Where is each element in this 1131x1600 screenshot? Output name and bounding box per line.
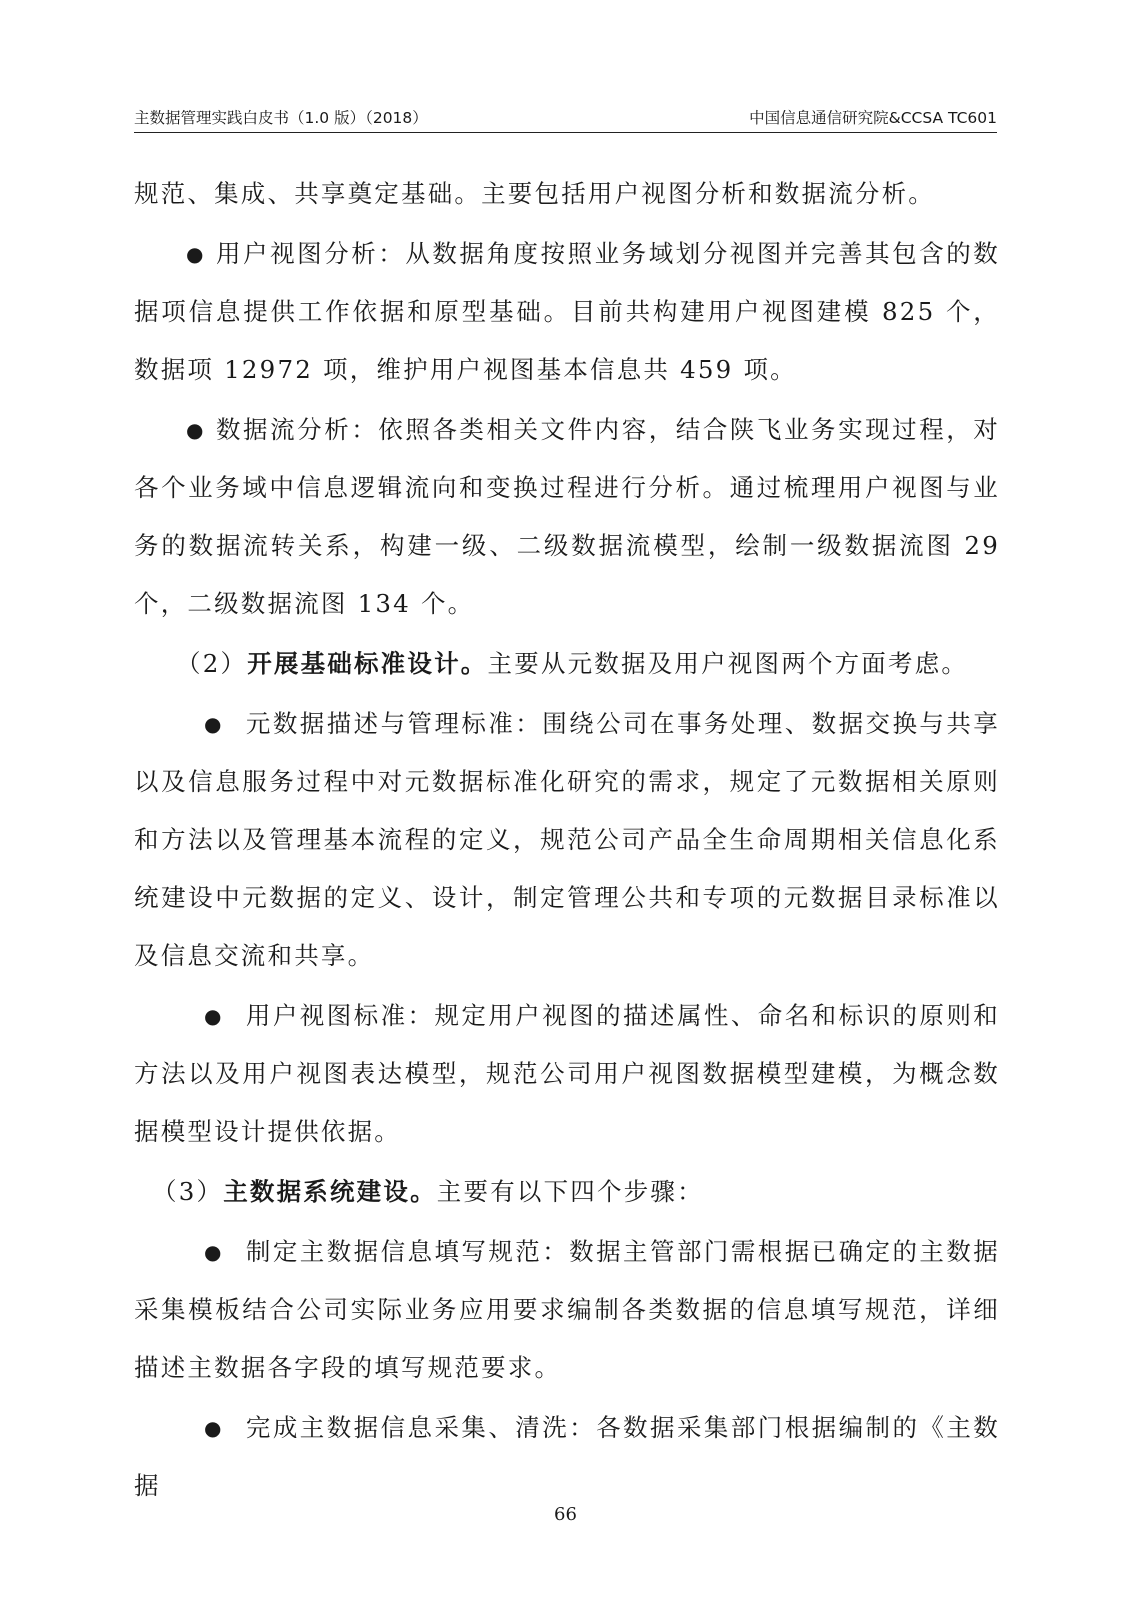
- bullet-metadata-standard: [134, 695, 1000, 985]
- bullet-icon: ●: [204, 1240, 224, 1264]
- bullet-icon: ●: [204, 1004, 224, 1028]
- bullet-fill-specification: [134, 1223, 1000, 1397]
- bullet-icon: ●: [204, 1416, 224, 1440]
- bullet-data-flow-analysis: [134, 401, 1000, 633]
- document-body: [134, 165, 1000, 1515]
- heading-text: 主要有以下四个步骤：: [436, 1177, 704, 1206]
- paragraph-text: 元数据描述与管理标准：围绕公司在事务处理、数据交换与共享以及信息服务过程中对元数据标准化研究的需求，规定了元数据相关原则和方法以及管理基本流程的定义，规范公司产品全生命周期相关信息化系统建设中元数据的定义、设计，制定管理公共和专项的元数据目录标准以及信息交流和共享。: [134, 709, 1000, 970]
- bullet-icon: ●: [186, 242, 206, 266]
- heading-number: （3）: [152, 1177, 224, 1206]
- header-organization: 中国信息通信研究院&CCSA TC601: [749, 109, 997, 127]
- heading-number: （2）: [176, 649, 248, 678]
- header-document-title: 主数据管理实践白皮书（1.0 版）（2018）: [134, 109, 428, 127]
- section-heading-3: [134, 1163, 1000, 1221]
- heading-bold-text: 开展基础标准设计。: [247, 649, 488, 678]
- bullet-icon: ●: [204, 712, 224, 736]
- page-number: 66: [554, 1504, 577, 1525]
- paragraph-text: 规范、集成、共享奠定基础。主要包括用户视图分析和数据流分析。: [134, 179, 935, 208]
- paragraph-continuation: [134, 165, 1000, 223]
- section-heading-2: [134, 635, 1000, 693]
- bullet-data-collection: [134, 1399, 1000, 1515]
- bullet-user-view-standard: [134, 987, 1000, 1161]
- paragraph-text: 用户视图分析：从数据角度按照业务域划分视图并完善其包含的数据项信息提供工作依据和原型基础。目前共构建用户视图建模 825 个，数据项 12972 项，维护用户视图基本信息共 459 项。: [134, 239, 1000, 384]
- paragraph-text: 完成主数据信息采集、清洗：各数据采集部门根据编制的《主数据: [134, 1413, 1000, 1500]
- bullet-user-view-analysis: [134, 225, 1000, 399]
- heading-text: 主要从元数据及用户视图两个方面考虑。: [487, 649, 969, 678]
- bullet-icon: ●: [186, 418, 206, 442]
- page-header: [134, 104, 997, 133]
- paragraph-text: 制定主数据信息填写规范：数据主管部门需根据已确定的主数据采集模板结合公司实际业务应用要求编制各类数据的信息填写规范，详细描述主数据各字段的填写规范要求。: [134, 1237, 1000, 1382]
- paragraph-text: 数据流分析：依照各类相关文件内容，结合陕飞业务实现过程，对各个业务域中信息逻辑流向和变换过程进行分析。通过梳理用户视图与业务的数据流转关系，构建一级、二级数据流模型，绘制一级数据流图 29 个，二级数据流图 134 个。: [134, 415, 1000, 618]
- paragraph-text: 用户视图标准：规定用户视图的描述属性、命名和标识的原则和方法以及用户视图表达模型，规范公司用户视图数据模型建模，为概念数据模型设计提供依据。: [134, 1001, 1000, 1146]
- heading-bold-text: 主数据系统建设。: [223, 1177, 437, 1206]
